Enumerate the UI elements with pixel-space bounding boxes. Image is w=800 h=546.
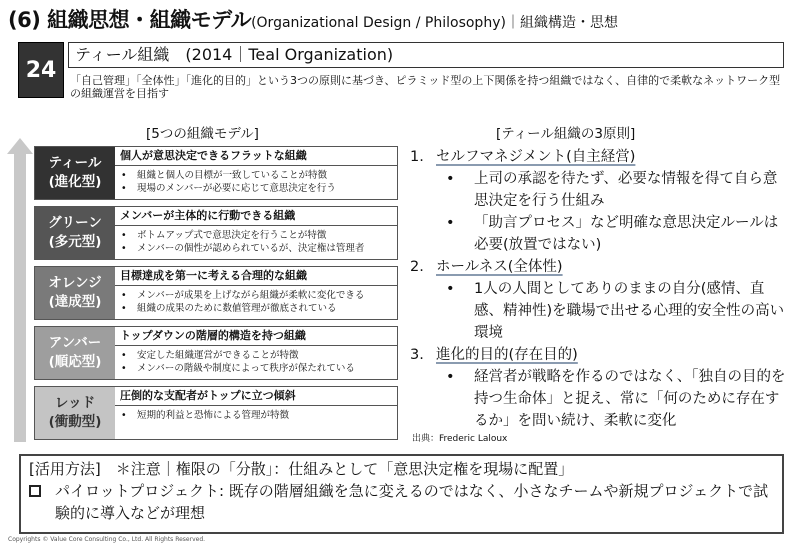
model-bullets (115, 286, 397, 319)
section-number: 24 (18, 42, 64, 98)
section-title: ティール組織 (2014｜Teal Organization) (68, 42, 784, 68)
model-bullets (115, 406, 397, 439)
model-heading: トップダウンの階層的構造を持つ組織 (115, 327, 397, 346)
model-type: (達成型) (48, 294, 102, 310)
copyright: Copyrights © Value Core Consulting Co., Ltd. All Rights Reserved. (8, 536, 206, 543)
page-header (8, 4, 792, 34)
model-bullet (121, 242, 397, 255)
model-name: レッド (54, 395, 96, 411)
principle-title (410, 344, 790, 366)
principle (410, 344, 790, 432)
principle-number: 3. (410, 347, 424, 363)
model-card (34, 266, 398, 320)
model-name: アンバー (48, 335, 102, 351)
section-subtitle: 「自己管理」「全体性」「進化的目的」という3つの原則に基づき、ピラミッド型の上下関係を持つ組織ではなく、自律的で柔軟なネットワーク型の組織運営を目指す (70, 74, 781, 100)
model-type: (衝動型) (48, 414, 102, 430)
model-bullets (115, 346, 397, 379)
usage-item-text: パイロットプロジェクト: 既存の階層組織を急に変えるのではなく、小さなチームや新規プロジェクトで試験的に導入などが理想 (55, 482, 769, 522)
model-bullet (121, 362, 397, 375)
model-card (34, 326, 398, 380)
model-heading: メンバーが主体的に行動できる組織 (115, 207, 397, 226)
principle-bullet: • 1人の人間としてありのままの自分(感情、直感、精神性)を職場で出せる心理的安全性の高い環境 (444, 278, 790, 344)
principle-name: 進化的目的(存在目的) (436, 347, 578, 363)
model-bullet-text: メンバーの階級や制度によって秩序が保たれている (137, 363, 355, 374)
model-card (34, 386, 398, 440)
model-bullet-text: メンバーが成果を上げながら組織が柔軟に変化できる (137, 290, 365, 301)
usage-item (29, 480, 774, 524)
principle-bullet: • 「助言プロセス」など明確な意思決定ルールは必要(放置ではない) (444, 212, 790, 256)
source-note: 出典：Frederic Laloux (412, 434, 508, 444)
principle (410, 256, 790, 344)
model-card (34, 206, 398, 260)
model-bullets (115, 226, 397, 259)
model-heading: 個人が意思決定できるフラットな組織 (115, 147, 397, 166)
model-name: グリーン (48, 215, 102, 231)
checkbox-icon (29, 485, 41, 497)
model-bullet-text: 安定した組織運営ができることが特徴 (137, 350, 299, 361)
model-type: (順応型) (48, 354, 102, 370)
model-bullet-text: 現場のメンバーが必要に応じて意思決定を行う (137, 183, 336, 194)
principle-name: セルフマネジメント(自主経営) (436, 149, 636, 165)
models-heading: [5つの組織モデル] (146, 126, 259, 142)
principle-bullets (410, 278, 790, 344)
model-bullet-text: 組織の成果のために数値管理が徹底されている (137, 303, 337, 314)
model-bullet (121, 229, 397, 242)
model-name: オレンジ (48, 275, 102, 291)
principles-heading: [ティール組織の3原則] (496, 126, 636, 142)
model-type: (多元型) (48, 234, 102, 250)
model-heading: 圧倒的な支配者がトップに立つ傾斜 (115, 387, 397, 406)
model-bullet (121, 169, 397, 182)
model-bullets (115, 166, 397, 199)
model-label (35, 147, 115, 199)
principle-title (410, 256, 790, 278)
model-label (35, 267, 115, 319)
principle-number: 1. (410, 149, 424, 165)
principles-list (410, 146, 790, 432)
model-label (35, 387, 115, 439)
principle-bullet: • 上司の承認を待たず、必要な情報を得て自ら意思決定を行う仕組み (444, 168, 790, 212)
model-label (35, 327, 115, 379)
model-bullet (121, 182, 397, 195)
model-name: ティール (48, 155, 102, 171)
model-type: (進化型) (48, 174, 102, 190)
principle-title (410, 146, 790, 168)
principle-name: ホールネス(全体性) (436, 259, 563, 275)
model-bullet-text: メンバーの個性が認められているが、決定権は管理者 (137, 243, 365, 254)
usage-box (19, 454, 784, 534)
model-heading: 目標達成を第一に考える合理的な組織 (115, 267, 397, 286)
model-bullet-text: ボトムアップ式で意思決定を行うことが特徴 (137, 230, 327, 241)
model-bullet (121, 409, 397, 422)
usage-heading: [活用方法] ＊注意｜権限の「分散」：仕組みとして「意思決定権を現場に配置」 (29, 460, 574, 478)
page-title: (6) 組織思想・組織モデル (8, 8, 252, 32)
model-card (34, 146, 398, 200)
model-bullet (121, 302, 397, 315)
model-bullet-text: 組織と個人の目標が一致していることが特徴 (137, 170, 328, 181)
principle-bullets (410, 366, 790, 432)
principle (410, 146, 790, 256)
model-bullet (121, 289, 397, 302)
page-subtitle: (Organizational Design / Philosophy)｜組織構造・思想 (251, 15, 618, 31)
model-bullet-text: 短期的利益と恐怖による管理が特徴 (137, 410, 290, 421)
evolution-arrow-shaft (14, 152, 26, 442)
model-bullet (121, 349, 397, 362)
principle-bullets (410, 168, 790, 256)
principle-number: 2. (410, 259, 424, 275)
model-label (35, 207, 115, 259)
principle-bullet: • 経営者が戦略を作るのではなく、「独自の目的を持つ生命体」と捉え、常に「何のために存在するか」を問い続け、柔軟に変化 (444, 366, 790, 432)
